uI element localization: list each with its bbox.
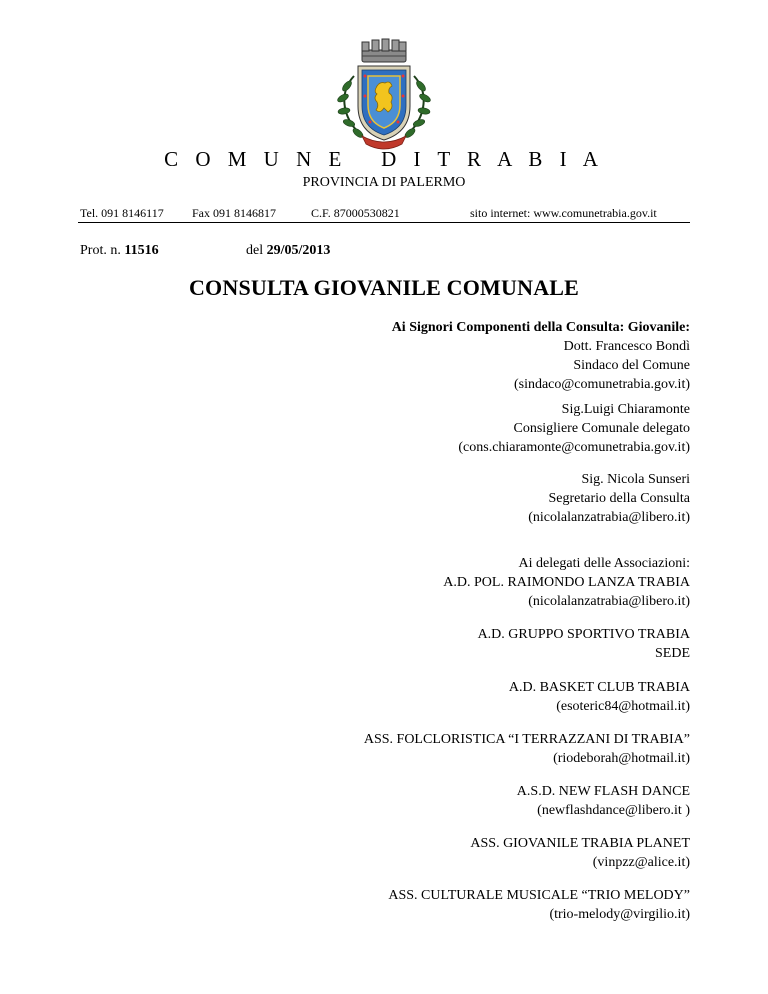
components-heading: Ai Signori Componenti della Consulta: Giovanile: — [391, 320, 690, 335]
fax-number: Fax 091 8146817 — [192, 206, 276, 220]
association-name: ASS. GIOVANILE TRABIA PLANET — [470, 836, 690, 851]
municipality-name: C O M U N E D I T R A B I A — [164, 147, 604, 171]
protocol-label: Prot. n. — [80, 243, 121, 258]
association-contact: (riodeborah@hotmail.it) — [553, 751, 690, 766]
protocol-date — [246, 243, 330, 259]
header-divider — [78, 222, 690, 223]
association-block — [250, 730, 690, 768]
association-contact: (vinpzz@alice.it) — [592, 855, 690, 870]
shield-icon — [358, 66, 410, 140]
recipient-name: Sig.Luigi Chiaramonte — [561, 402, 690, 417]
protocol-value: 11516 — [124, 243, 159, 258]
recipient-email: (nicolalanzatrabia@libero.it) — [528, 510, 690, 525]
association-block — [250, 834, 690, 872]
phone-number: Tel. 091 8146117 — [80, 206, 164, 220]
association-name: A.D. BASKET CLUB TRABIA — [508, 680, 690, 695]
coat-of-arms-emblem — [332, 36, 436, 154]
association-name: ASS. FOLCLORISTICA “I TERRAZZANI DI TRABIA” — [363, 732, 690, 747]
recipient-name: Sig. Nicola Sunseri — [581, 472, 690, 487]
association-contact: (trio-melody@virgilio.it) — [549, 907, 690, 922]
recipient-block-associations — [250, 554, 690, 611]
recipient-block — [250, 400, 690, 457]
recipient-name: Dott. Francesco Bondì — [563, 339, 690, 354]
recipient-role: Sindaco del Comune — [573, 358, 690, 373]
association-contact: (nicolalanzatrabia@libero.it) — [528, 594, 690, 609]
association-name: A.D. GRUPPO SPORTIVO TRABIA — [477, 627, 690, 642]
association-block — [250, 625, 690, 663]
recipient-email: (sindaco@comunetrabia.gov.it) — [513, 377, 690, 392]
crown-icon — [362, 39, 406, 62]
recipient-role: Consigliere Comunale delegato — [513, 421, 690, 436]
association-block — [250, 886, 690, 924]
document-title: CONSULTA GIOVANILE COMUNALE — [188, 275, 580, 300]
date-label: del — [246, 243, 264, 258]
association-name: A.D. POL. RAIMONDO LANZA TRABIA — [443, 575, 690, 590]
association-block — [250, 782, 690, 820]
association-block — [250, 678, 690, 716]
recipient-block — [250, 470, 690, 527]
tax-code: C.F. 87000530821 — [311, 206, 400, 220]
association-contact: (newflashdance@libero.it ) — [537, 803, 690, 818]
province-name: PROVINCIA DI PALERMO — [302, 175, 466, 190]
association-name: ASS. CULTURALE MUSICALE “TRIO MELODY” — [388, 888, 690, 903]
association-name: A.S.D. NEW FLASH DANCE — [516, 784, 690, 799]
recipient-email: (cons.chiaramonte@comunetrabia.gov.it) — [458, 440, 690, 455]
date-value: 29/05/2013 — [266, 243, 331, 258]
association-contact: SEDE — [655, 646, 690, 661]
website-link[interactable]: sito internet: www.comunetrabia.gov.it — [470, 206, 657, 220]
protocol-number — [80, 243, 159, 259]
association-contact: (esoteric84@hotmail.it) — [556, 699, 690, 714]
recipient-role: Segretario della Consulta — [548, 491, 690, 506]
delegates-heading: Ai delegati delle Associazioni: — [518, 556, 690, 571]
recipient-block-components — [250, 318, 690, 394]
